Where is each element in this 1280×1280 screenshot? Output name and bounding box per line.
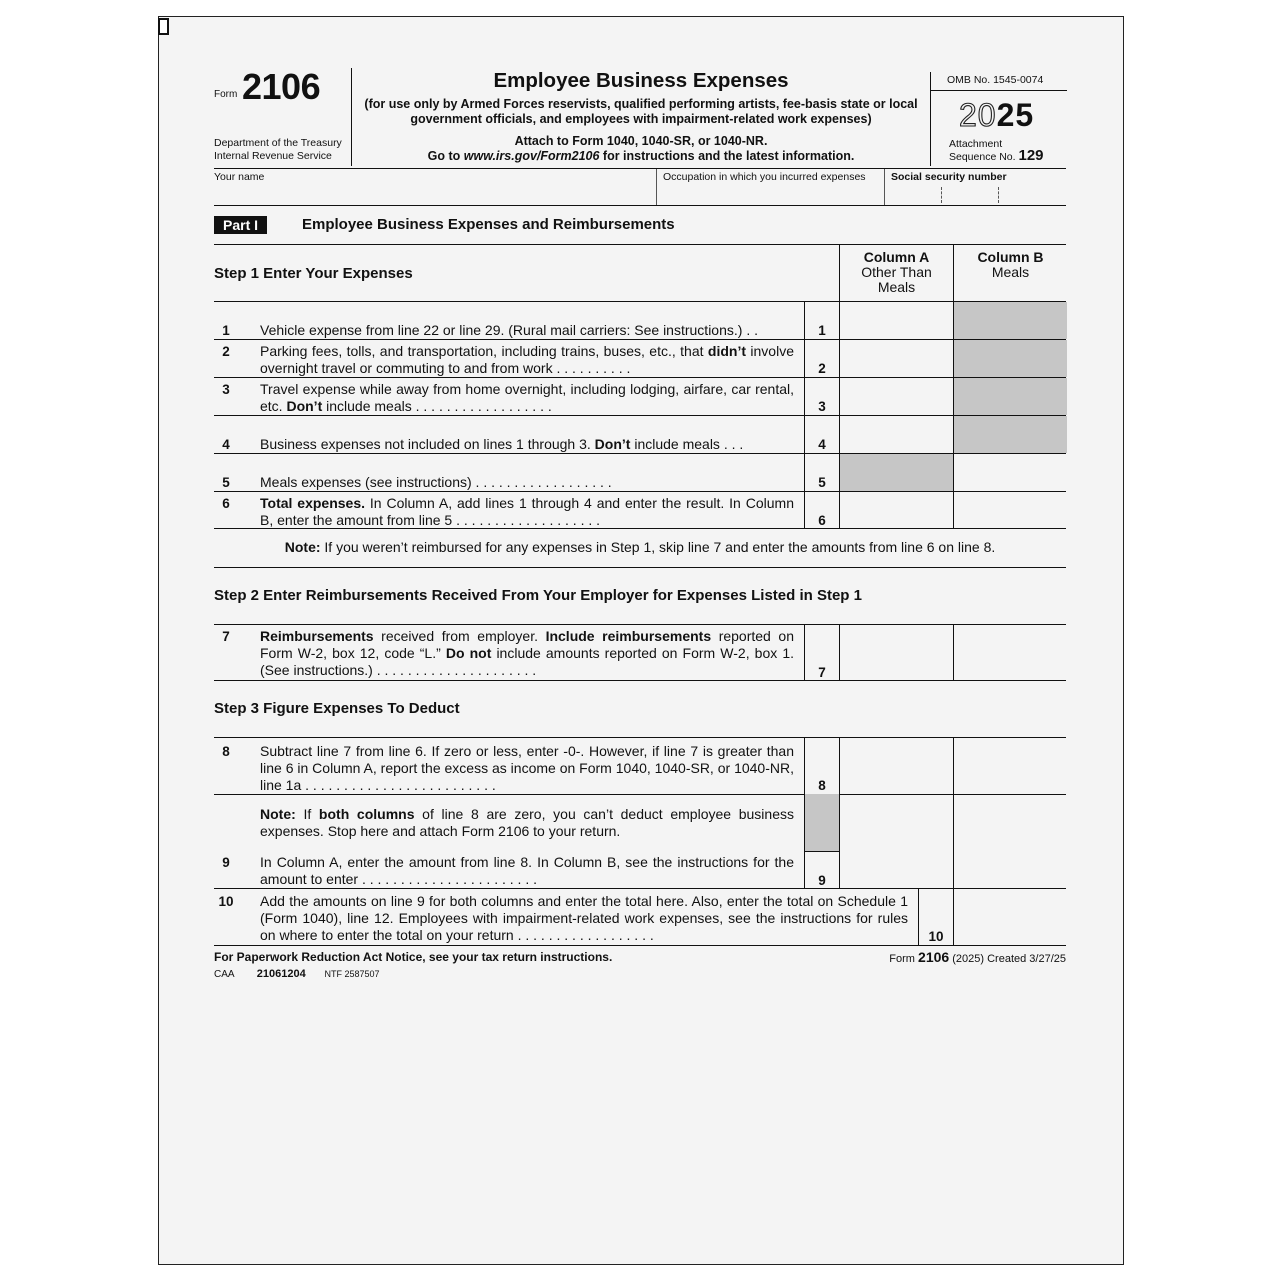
step2-header <box>214 567 1066 624</box>
step2-title: Step 2 Enter Reimbursements Received From Your Employer for Expenses Listed in Step 1 <box>214 587 862 604</box>
form-id-block <box>214 68 352 166</box>
tax-year: 2025 <box>959 97 1035 133</box>
irs-link[interactable]: www.irs.gov/Form2106 <box>463 149 600 163</box>
line-10: 10 Add the amounts on line 9 for both columns and enter the total here. Also, enter the total on Schedule 1 (Form 1040), line 12. Employees with impairment-related work expenses, see the instructions for rules on where to enter the total on your return . . . . . . . . . . . . . . . . . . 10 <box>214 889 1066 945</box>
line-3: 3 Travel expense while away from home overnight, including lodging, airfare, car rental, etc. Don’t include meals . . . . . . . . . . . . . . . . . . 3 <box>214 377 1066 415</box>
form-footer <box>214 945 1066 985</box>
form-header <box>214 68 1066 168</box>
form-word: Form <box>214 89 238 100</box>
line-5-col-a-shaded <box>839 454 953 491</box>
line-9-col-a-input[interactable] <box>839 795 953 889</box>
part1-badge: Part I <box>214 216 267 234</box>
step3-header <box>214 681 1066 737</box>
line-3-col-b-shaded <box>953 378 1067 415</box>
line-7: 7 Reimbursements received from employer. Include reimbursements reported on Form W-2, box 12, code “L.” Do not include amounts reported on Form W-2, box 1. (See instructions.) . . . . . . . . . . . . . . . . . . . . . 7 <box>214 624 1066 681</box>
attach-instructions: Attach to Form 1040, 1040-SR, or 1040-NR. Go to www.irs.gov/Form2106 for instructions and the latest information. <box>427 134 855 163</box>
note-and-line-9: Note: If both columns of line 8 are zero, you can’t deduct employee business expenses. Stop here and attach Form 2106 to your return. 9 In Column A, enter the amount from line 8. In Column B, see the instructions for the amount to enter . . . . . . . . . . . . . . . . . . . . . . . 9 <box>214 794 1066 889</box>
line-5: 5 Meals expenses (see instructions) . . . . . . . . . . . . . . . . . . 5 <box>214 453 1066 491</box>
line-7-col-b-input[interactable] <box>953 625 1067 681</box>
line-5-col-b-input[interactable] <box>953 454 1067 491</box>
line-1-col-a-input[interactable] <box>839 302 953 339</box>
line-1-col-b-shaded <box>953 302 1067 339</box>
line-6-col-b-input[interactable] <box>953 492 1067 529</box>
line-4: 4 Business expenses not included on lines 1 through 3. Don’t include meals . . . 4 <box>214 415 1066 453</box>
column-b-header: Column B Meals <box>953 245 1067 302</box>
form-title: Employee Business Expenses <box>493 69 789 92</box>
omb-number: OMB No. 1545-0074 <box>947 74 1044 86</box>
line-10-total-input[interactable] <box>953 889 1067 945</box>
step1-header <box>214 244 1066 301</box>
note-step1: Note: If you weren’t reimbursed for any expenses in Step 1, skip line 7 and enter the amounts from line 6 on line 8. <box>284 539 996 555</box>
part1-header <box>214 206 1066 244</box>
line-8-col-b-input[interactable] <box>953 738 1067 794</box>
line-6-col-a-input[interactable] <box>839 492 953 529</box>
footer-form-id: Form 2106 (2025) Created 3/27/25 <box>889 949 1066 965</box>
line-9-col-b-input[interactable] <box>953 795 1067 889</box>
line-8: 8 Subtract line 7 from line 6. If zero or less, enter -0-. However, if line 7 is greater than line 6 in Column A, report the excess as income on Form 1040, 1040-SR, or 1040-NR, line 1a . . . . . . . . . . . . . . . . . . . . . . . . . 8 <box>214 737 1066 794</box>
note-step3: Note: If both columns of line 8 are zero, you can’t deduct employee business expenses. Stop here and attach Form 2106 to your return. <box>260 806 794 839</box>
form-subtitle: (for use only by Armed Forces reservists, qualified performing artists, fee-basis state or local government officials, and employees with impairment-related work expenses) <box>364 97 918 126</box>
omb-block <box>930 72 1066 166</box>
column-a-header: Column A Other Than Meals <box>839 245 953 302</box>
part1-title: Employee Business Expenses and Reimbursements <box>302 216 675 233</box>
catalog-codes: CAA 21061204 NTF 2587507 <box>214 968 380 980</box>
occupation-field[interactable]: Occupation in which you incurred expenses <box>656 169 884 205</box>
taxpayer-info-row <box>214 168 1066 206</box>
line-6: 6 Total expenses. In Column A, add lines 1 through 4 and enter the result. In Column B, enter the amount from line 5 . . . . . . . . . . . . . . . . . . . 6 <box>214 491 1066 529</box>
title-block <box>352 68 930 164</box>
your-name-field[interactable]: Your name <box>214 171 265 183</box>
attachment-sequence: Attachment Sequence No. 129 <box>949 138 1044 164</box>
line-7-col-a-input[interactable] <box>839 625 953 681</box>
department: Department of the Treasury Internal Revenue Service <box>214 137 342 162</box>
line-4-col-b-shaded <box>953 416 1067 453</box>
line-2-col-b-shaded <box>953 340 1067 377</box>
line-8-col-a-input[interactable] <box>839 738 953 794</box>
form-number: 2106 <box>242 66 321 107</box>
paperwork-notice: For Paperwork Reduction Act Notice, see your tax return instructions. <box>214 950 613 964</box>
corner-mark-icon <box>158 18 169 35</box>
form-2106 <box>214 68 1066 985</box>
line-2: 2 Parking fees, tolls, and transportation, including trains, buses, etc., that didn’t involve overnight travel or commuting to and from work . . . . . . . . . . 2 <box>214 339 1066 377</box>
ssn-field[interactable]: Social security number <box>884 169 1066 205</box>
line-4-col-a-input[interactable] <box>839 416 953 453</box>
step3-title: Step 3 Figure Expenses To Deduct <box>214 700 460 717</box>
line-1: 1 Vehicle expense from line 22 or line 29. (Rural mail carriers: See instructions.) . . 1 <box>214 301 1066 339</box>
line-3-col-a-input[interactable] <box>839 378 953 415</box>
step1-title: Step 1 Enter Your Expenses <box>214 265 413 282</box>
line-2-col-a-input[interactable] <box>839 340 953 377</box>
